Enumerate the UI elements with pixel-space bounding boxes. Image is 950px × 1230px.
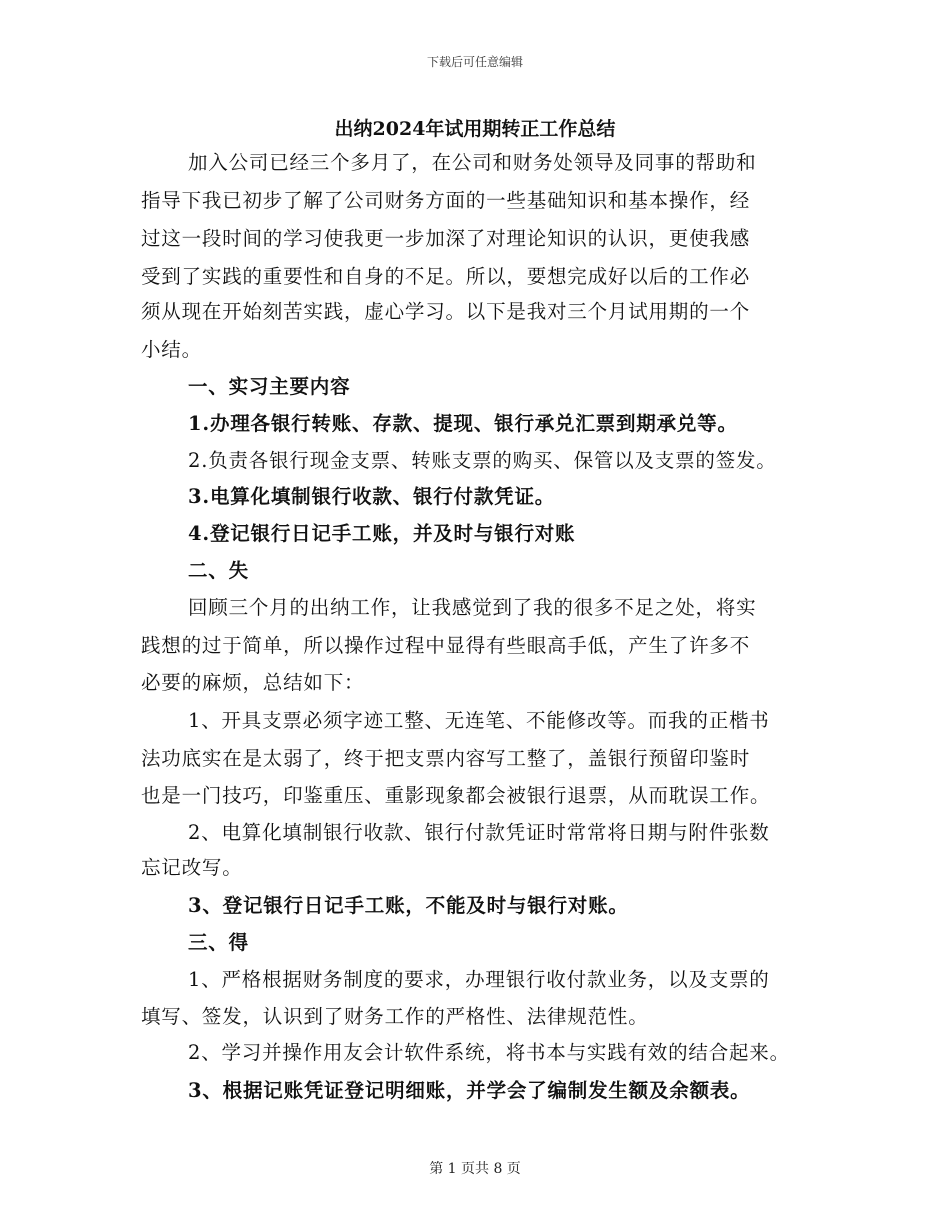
section-heading: 二、失: [188, 559, 249, 582]
list-item: 4.登记银行日记手工账，并及时与银行对账: [188, 522, 576, 545]
paragraph-line: 小结。: [141, 338, 202, 361]
paragraph-line: 加入公司已经三个多月了，在公司和财务处领导及同事的帮助和: [188, 151, 757, 174]
header-note: 下载后可任意编辑: [426, 55, 523, 69]
section-heading: 一、实习主要内容: [188, 375, 351, 398]
page-number-footer: 第 1 页共 8 页: [429, 1161, 521, 1177]
list-item: 3、登记银行日记手工账，不能及时与银行对账。: [188, 894, 629, 917]
paragraph-line: 2、电算化填制银行收款、银行付款凭证时常常将日期与附件张数: [188, 821, 770, 844]
paragraph-line: 受到了实践的重要性和自身的不足。所以，要想完成好以后的工作必: [141, 265, 751, 288]
paragraph-line: 回顾三个月的出纳工作，让我感觉到了我的很多不足之处，将实: [188, 596, 757, 619]
paragraph-line: 填写、签发，认识到了财务工作的严格性、法律规范性。: [141, 1005, 649, 1028]
list-item: 1.办理各银行转账、存款、提现、银行承兑汇票到期承兑等。: [188, 412, 738, 435]
paragraph-line: 过这一段时间的学习使我更一步加深了对理论知识的认识，更使我感: [141, 227, 751, 250]
paragraph-line: 也是一门技巧，印鉴重压、重影现象都会被银行退票，从而耽误工作。: [141, 784, 771, 807]
list-item: 3.电算化填制银行收款、银行付款凭证。: [188, 485, 556, 508]
paragraph-line: 指导下我已初步了解了公司财务方面的一些基础知识和基本操作，经: [141, 189, 751, 212]
list-item: 2.负责各银行现金支票、转账支票的购买、保管以及支票的签发。: [188, 449, 777, 472]
list-item: 3、根据记账凭证登记明细账，并学会了编制发生额及余额表。: [188, 1079, 751, 1102]
paragraph-line: 忘记改写。: [141, 856, 243, 879]
paragraph-line: 1、严格根据财务制度的要求，办理银行收付款业务，以及支票的: [188, 968, 770, 991]
paragraph-line: 1、开具支票必须字迹工整、无连笔、不能修改等。而我的正楷书: [188, 709, 770, 732]
paragraph-line: 须从现在开始刻苦实践，虚心学习。以下是我对三个月试用期的一个: [141, 300, 751, 323]
paragraph-line: 法功底实在是太弱了，终于把支票内容写工整了，盖银行预留印鉴时: [141, 747, 751, 770]
document-title: 出纳2024年试用期转正工作总结: [334, 118, 616, 140]
paragraph-line: 必要的麻烦，总结如下：: [141, 671, 365, 694]
paragraph-line: 践想的过于简单，所以操作过程中显得有些眼高手低，产生了许多不: [141, 634, 751, 657]
paragraph-line: 2、学习并操作用友会计软件系统，将书本与实践有效的结合起来。: [188, 1041, 790, 1064]
section-heading: 三、得: [188, 931, 249, 954]
